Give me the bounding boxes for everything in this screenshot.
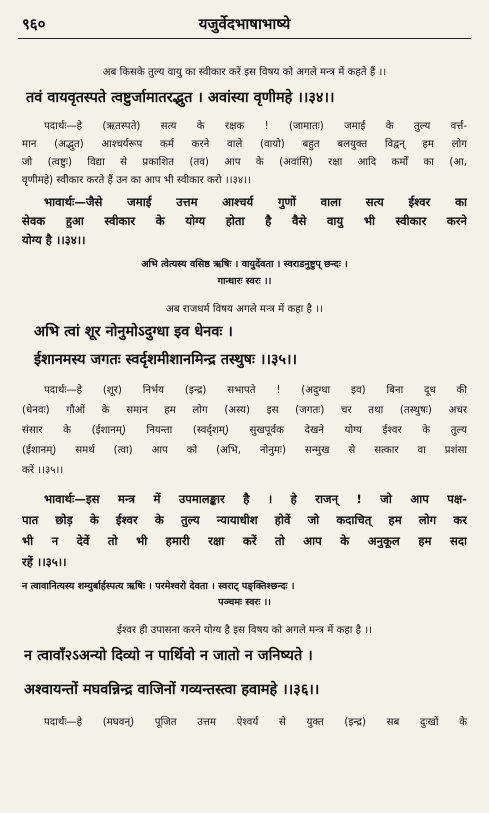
rishi-devata-35: अभि त्वेत्यस्य वसिष्ठ ऋषिः । वायुर्देवता । स्वराडनुष्टुप् छन्दः । [141, 259, 348, 270]
intro-34: अब किसके तुल्य वायु का स्वीकार करें इस विषय को अगले मन्त्र में कहते हैं ।। [102, 67, 387, 78]
mantra-34: तवं वायवृतस्पते त्वष्टुर्जामातरद्भुत । अवांस्या वृणीमहे ।।३४।। [26, 90, 335, 106]
bhavartha-34-line: योग्य है ।।३४।। [22, 233, 86, 247]
padartha-36-line: पदार्थः—हे (मघवन्) पूजित उत्तम ऐश्वर्य से युक्त (इन्द्र) सब दुःखों के [44, 717, 467, 728]
bhavartha-34-line: सेवक हुआ स्वीकार के योग्य होता है वैसे वायु भी स्वीकार करने [22, 214, 467, 228]
padartha-35-line: पदार्थः—हे (शूर) निर्भय (इन्द्र) सभापते ! (अदुग्धा इव) बिना दूध की [44, 385, 467, 396]
bhavartha-35-line: भावार्थः—इस मन्त्र में उपमालङ्कार है । हे राजन् ! जो आप पक्ष- [44, 492, 467, 506]
bhavartha-35-line: भी न देवें तो भी हमारी रक्षा करें तो आप के अनुकूल हम सदा [22, 534, 467, 548]
page-header [22, 14, 467, 34]
intro-36: ईश्वर ही उपासना करने योग्य है इस विषय को अगले मन्त्र में कहा है ।। [116, 625, 373, 636]
mantra-35-line: ईशानमस्य जगतः स्वर्दृशमीशानमिन्द्र तस्थुषः ।।३५।। [34, 352, 298, 368]
svara-36: पञ्चमः स्वरः ।। [218, 597, 271, 608]
padartha-35-line: संसार के (ईशानम्) नियन्ता (स्वर्दृशम्) सुखपूर्वक देखने योग्य ईश्वर के तुल्य [22, 425, 467, 436]
padartha-35-line: करें ।।३५।। [22, 465, 64, 476]
mantra-36-line: अश्वायन्तों मघवन्निन्द्र वाजिनों गव्यन्तस्त्वा हवामहे ।।३६।। [24, 682, 320, 698]
page-number: ९६० [22, 15, 46, 33]
padartha-35-line: (ईशानम्) समर्थ (त्वा) आप को (अभि, नोनुमः) सन्मुख से सत्कार वा प्रशंसा [22, 445, 467, 456]
header-rule [18, 38, 471, 39]
padartha-34-line: मान (अद्भुत) आश्चर्यरूप कर्म करने वाले (वायो) बहुत बलयुक्त विद्वन् हम लोग [22, 139, 467, 150]
bhavartha-34-line: भावार्थः—जैसे जमाई उत्तम आश्चर्य गुणों वाला सत्य ईश्वर का [44, 195, 467, 209]
padartha-34-line: जो (त्वष्टुः) विद्या से प्रकाशित (तव) आप के (अवांसि) रक्षा आदि कर्मों का (आ, [22, 157, 467, 168]
rishi-devata-36: न त्वावानित्यस्य शम्युर्बार्हस्पत्य ऋषिः । परमेश्वरो देवता । स्वराट् पङ्क्तिश्छन्दः । [22, 581, 295, 592]
mantra-35-line: अभि त्वां शूर नोनुमोऽदुग्धा इव धेनवः । [34, 324, 233, 340]
svara-35: गान्धारः स्वरः ।। [217, 276, 272, 287]
running-title: यजुर्वेदभाषाभाष्ये [198, 15, 291, 33]
bhavartha-35-line: रहें ।।३५।। [22, 555, 67, 569]
bhavartha-35-line: पात छोड़ के ईश्वर के तुल्य न्यायाधीश होवें जो कदाचित् हम लोग कर [22, 513, 467, 527]
padartha-35-line: (धेनवः) गौओं के समान हम लोग (अस्य) इस (जगतः) चर तथा (तस्थुषः) अचर [22, 405, 467, 416]
mantra-36-line: न त्वावाँ२ऽअन्यो दिव्यो न पार्थिवो न जातो न जनिष्यते । [24, 648, 313, 664]
padartha-34-line: पदार्थः—हे (ऋतस्पते) सत्य के रक्षक ! (जामातः) जमाई के तुल्य वर्त्त- [44, 121, 467, 132]
intro-35: अब राजधर्म विषय अगले मन्त्र में कहा है ।। [166, 304, 323, 315]
padartha-34-line: वृणीमहे) स्वीकार करते हैं उन का आप भी स्वीकार करो ।।३४।। [22, 175, 251, 186]
